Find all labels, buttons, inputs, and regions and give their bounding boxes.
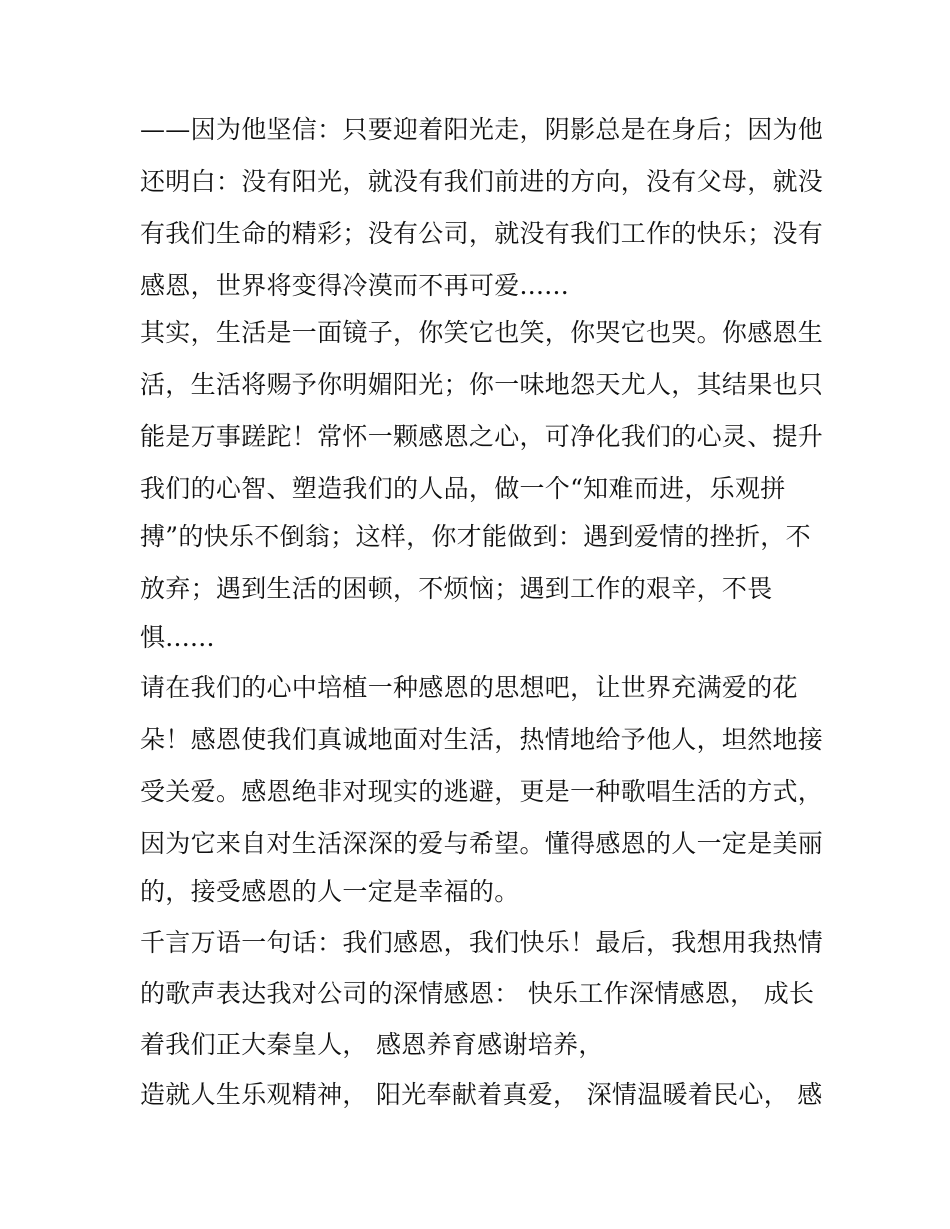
text-line: 千言万语一句话：我们感恩，我们快乐！最后，我想用我热情 — [140, 928, 824, 957]
text-line: 着我们正大秦皇人， 感恩养育感谢培养， — [140, 1030, 604, 1059]
text-line: 能是万事蹉跎！常怀一颗感恩之心，可净化我们的心灵、提升 — [140, 422, 824, 451]
text-line: 朵！感恩使我们真诚地面对生活，热情地给予他人，坦然地接 — [140, 725, 824, 754]
text-line: 放弃；遇到生活的困顿，不烦恼；遇到工作的艰辛，不畏 — [140, 574, 773, 603]
text-line: 请在我们的心中培植一种感恩的思想吧，让世界充满爱的花 — [140, 673, 798, 702]
text-line: 惧...... — [140, 623, 215, 652]
text-line: 的，接受感恩的人一定是幸福的。 — [140, 877, 520, 906]
text-line: 因为它来自对生活深深的爱与希望。懂得感恩的人一定是美丽 — [140, 829, 824, 858]
text-line: 其实，生活是一面镜子，你笑它也笑，你哭它也哭。你感恩生 — [140, 318, 824, 347]
text-line: 搏”的快乐不倒翁；这样，你才能做到：遇到爱情的挫折，不 — [140, 522, 811, 551]
text-line: 还明白：没有阳光，就没有我们前进的方向，没有父母，就没 — [140, 167, 824, 196]
text-line: 有我们生命的精彩；没有公司，就没有我们工作的快乐；没有 — [140, 219, 824, 248]
text-line: 我们的心智、塑造我们的人品，做一个“知难而进，乐观拼 — [140, 474, 786, 503]
text-line: 感恩，世界将变得冷漠而不再可爱...... — [140, 271, 569, 300]
text-line: 活，生活将赐予你明媚阳光；你一味地怨天尤人，其结果也只 — [140, 370, 824, 399]
text-line: ——因为他坚信：只要迎着阳光走，阴影总是在身后；因为他 — [140, 115, 824, 144]
text-line: 造就人生乐观精神， 阳光奉献着真爱， 深情温暖着民心， 感 — [140, 1080, 823, 1109]
text-line: 的歌声表达我对公司的深情感恩： 快乐工作深情感恩， 成长 — [140, 979, 815, 1008]
text-line: 受关爱。感恩绝非对现实的逃避，更是一种歌唱生活的方式， — [140, 777, 824, 806]
